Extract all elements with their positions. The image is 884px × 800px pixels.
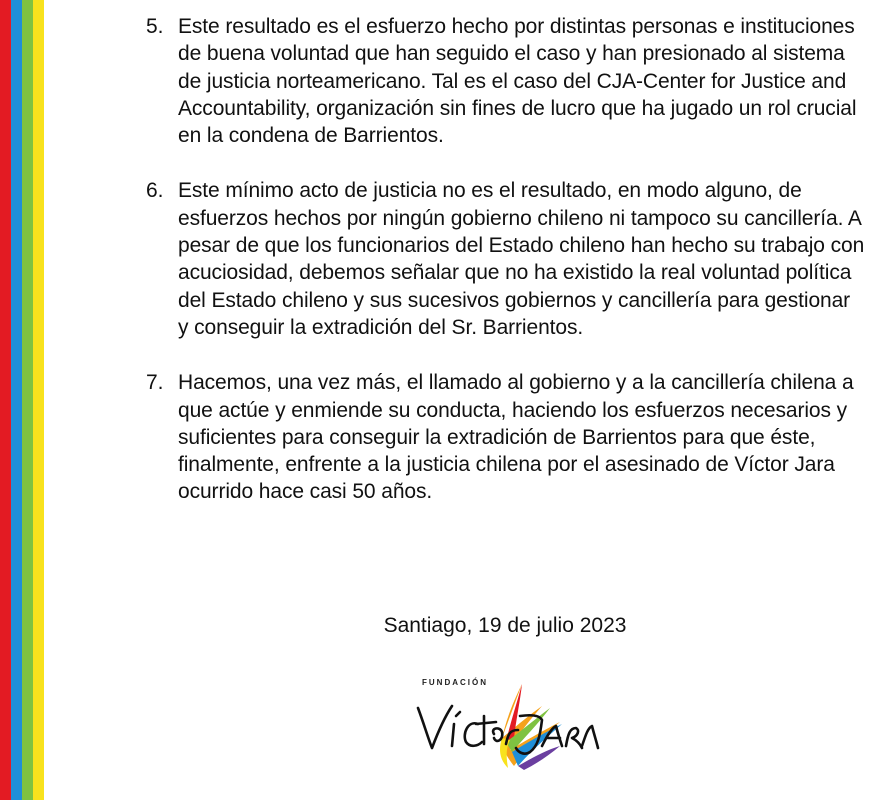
item-text: Hacemos, una vez más, el llamado al gobierno y a la cancillería chilena a que actúe y enmiende su conducta, haciendo los esfuerzos necesarios y suficientes para conseguir la extradición de Barrientos para que éste, finalmente, enfrente a la justicia chilena por el asesinado de Víctor Jara ocurrido hace casi 50 años. bbox=[178, 371, 854, 504]
list-item bbox=[146, 13, 866, 149]
item-number: 6. bbox=[146, 179, 164, 203]
list-item bbox=[146, 369, 866, 505]
statement-body bbox=[146, 13, 866, 534]
stripe-red bbox=[0, 0, 11, 800]
logo-mark-icon bbox=[410, 676, 600, 776]
fundacion-victor-jara-logo bbox=[410, 676, 600, 776]
stripe-blue bbox=[11, 0, 22, 800]
item-text: Este mínimo acto de justicia no es el resultado, en modo alguno, de esfuerzos hechos por ningún gobierno chileno ni tampoco su cancillería. A pesar de que los funcionarios del Estado chileno han hecho su trabajo con acuciosidad, debemos señalar que no ha existido la real voluntad política del Estado chileno y sus sucesivos gobiernos y cancillería para gestionar y conseguir la extradición del Sr. Barrientos. bbox=[178, 179, 865, 339]
rainbow-stripes bbox=[0, 0, 44, 800]
item-number: 7. bbox=[146, 371, 164, 395]
list-item bbox=[146, 177, 866, 341]
logo-title: FUNDACIÓN bbox=[422, 678, 488, 687]
date-line: Santiago, 19 de julio 2023 bbox=[383, 614, 627, 637]
stripe-yellow bbox=[33, 0, 44, 800]
stripe-green bbox=[22, 0, 33, 800]
item-text: Este resultado es el esfuerzo hecho por distintas personas e instituciones de buena voluntad que han seguido el caso y han presionado al sistema de justicia norteamericano. Tal es el caso del CJA-Center for Justice and Accountability, organización sin fines de lucro que ha jugado un rol crucial en la condena de Barrientos. bbox=[178, 15, 857, 148]
item-number: 5. bbox=[146, 15, 164, 38]
